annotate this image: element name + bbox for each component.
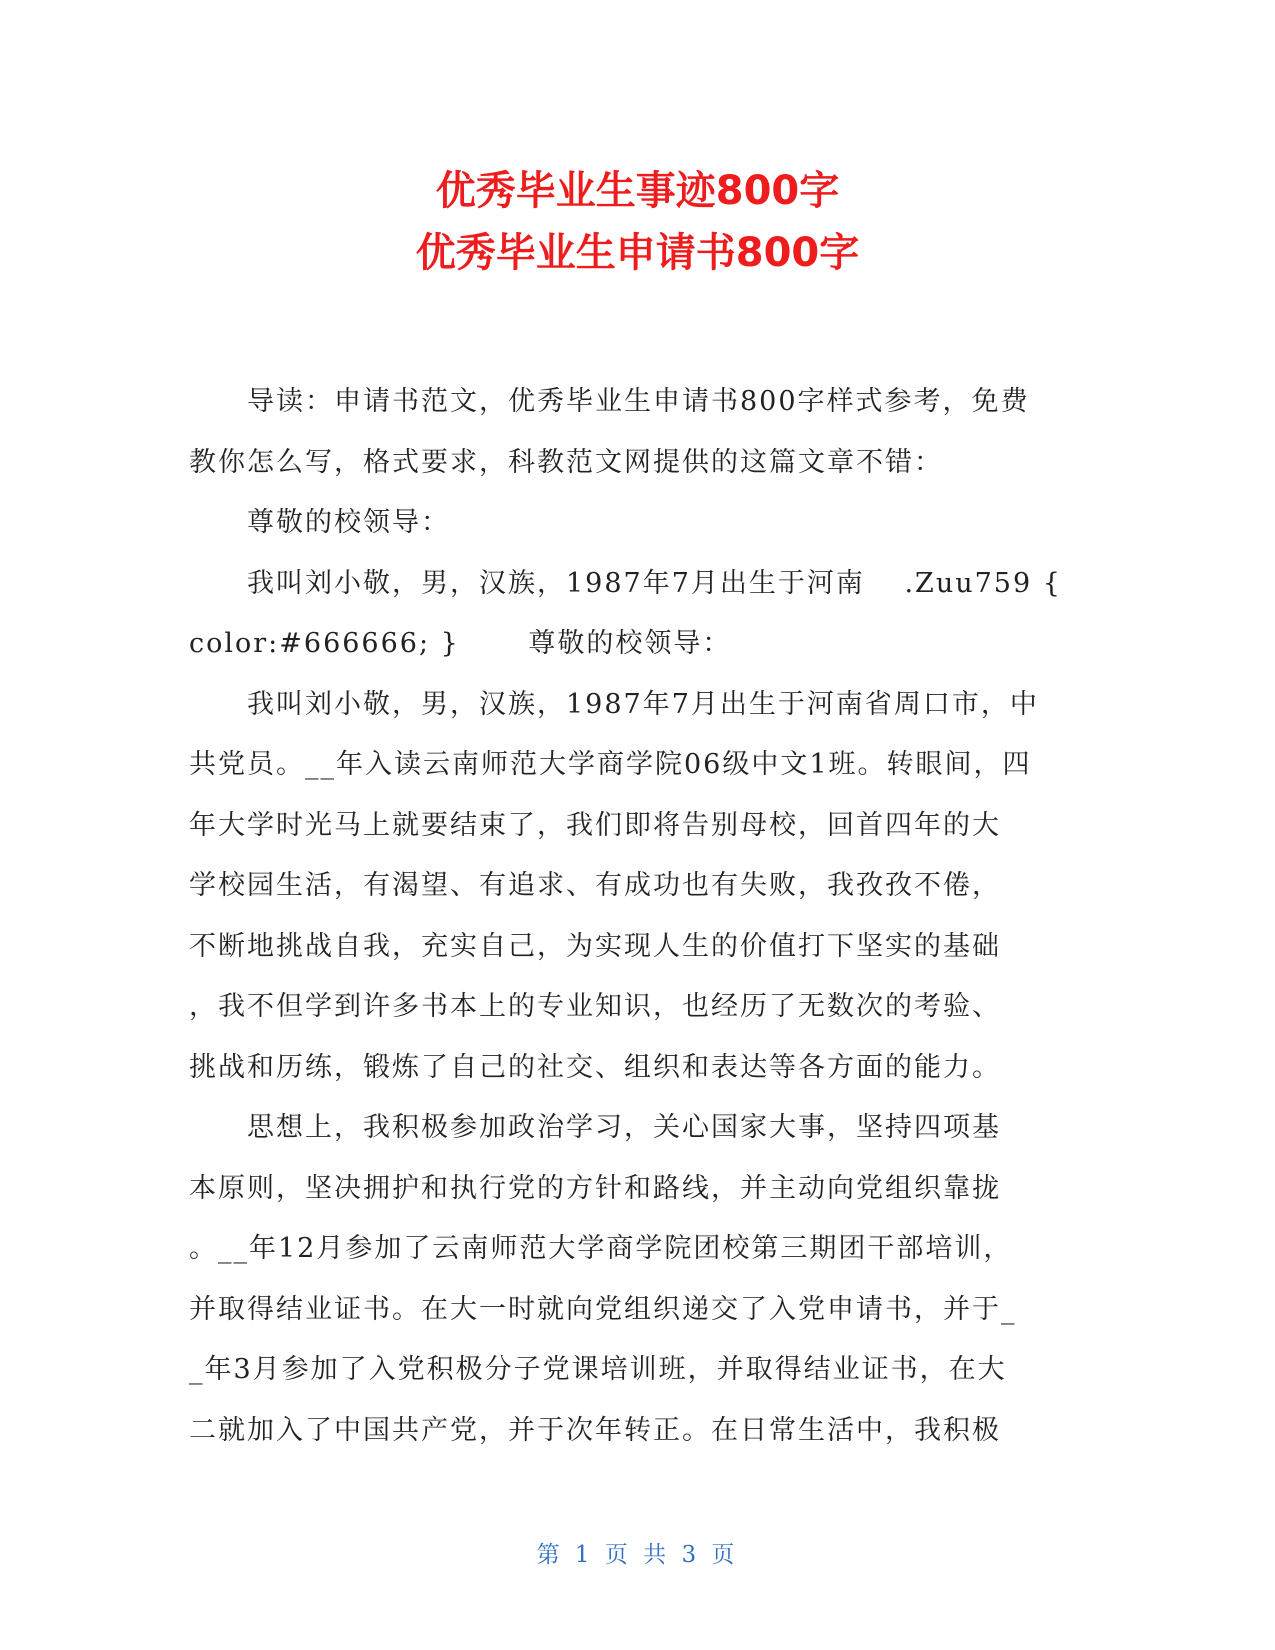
body-line: 并取得结业证书。在大一时就向党组织递交了入党申请书，并于_ <box>189 1293 1017 1325</box>
body-line: ，我不但学到许多书本上的专业知识，也经历了无数次的考验、 <box>189 991 1001 1022</box>
body-line: 思想上，我积极参加政治学习，关心国家大事，坚持四项基 <box>189 1112 1001 1143</box>
body-line: 不断地挑战自我，充实自己，为实现人生的价值打下坚实的基础 <box>189 930 1001 962</box>
document-subtitle: 优秀毕业生申请书800字 <box>415 230 860 276</box>
document-body <box>189 372 1084 1461</box>
body-line: 。__年12月参加了云南师范大学商学院团校第三期团干部培训， <box>189 1233 1013 1264</box>
page-number-footer: 第 1 页 共 3 页 <box>536 1542 739 1568</box>
body-line: 我叫刘小敬，男，汉族，1987年7月出生于河南省周口市，中 <box>189 688 1039 720</box>
body-line: 本原则，坚决拥护和执行党的方针和路线，并主动向党组织靠拢 <box>189 1172 1001 1204</box>
body-line: 尊敬的校领导： <box>189 507 450 538</box>
body-line: 我叫刘小敬，男，汉族，1987年7月出生于河南 .Zuu759 { <box>189 567 1062 599</box>
body-line: color:#666666; } 尊敬的校领导： <box>189 628 732 659</box>
document-title: 优秀毕业生事迹800字 <box>435 168 840 214</box>
body-line: 挑战和历练，锻炼了自己的社交、组织和表达等各方面的能力。 <box>189 1051 1001 1083</box>
body-line: _年3月参加了入党积极分子党课培训班，并取得结业证书，在大 <box>189 1354 1007 1385</box>
body-line: 导读：申请书范文，优秀毕业生申请书800字样式参考，免费 <box>189 386 1030 417</box>
body-line: 二就加入了中国共产党，并于次年转正。在日常生活中，我积极 <box>189 1414 1001 1446</box>
body-line: 教你怎么写，格式要求，科教范文网提供的这篇文章不错： <box>189 446 943 478</box>
body-line: 年大学时光马上就要结束了，我们即将告别母校，回首四年的大 <box>189 809 1001 841</box>
body-line: 学校园生活，有渴望、有追求、有成功也有失败，我孜孜不倦， <box>189 870 1001 901</box>
body-line: 共党员。__年入读云南师范大学商学院06级中文1班。转眼间，四 <box>189 749 1032 780</box>
